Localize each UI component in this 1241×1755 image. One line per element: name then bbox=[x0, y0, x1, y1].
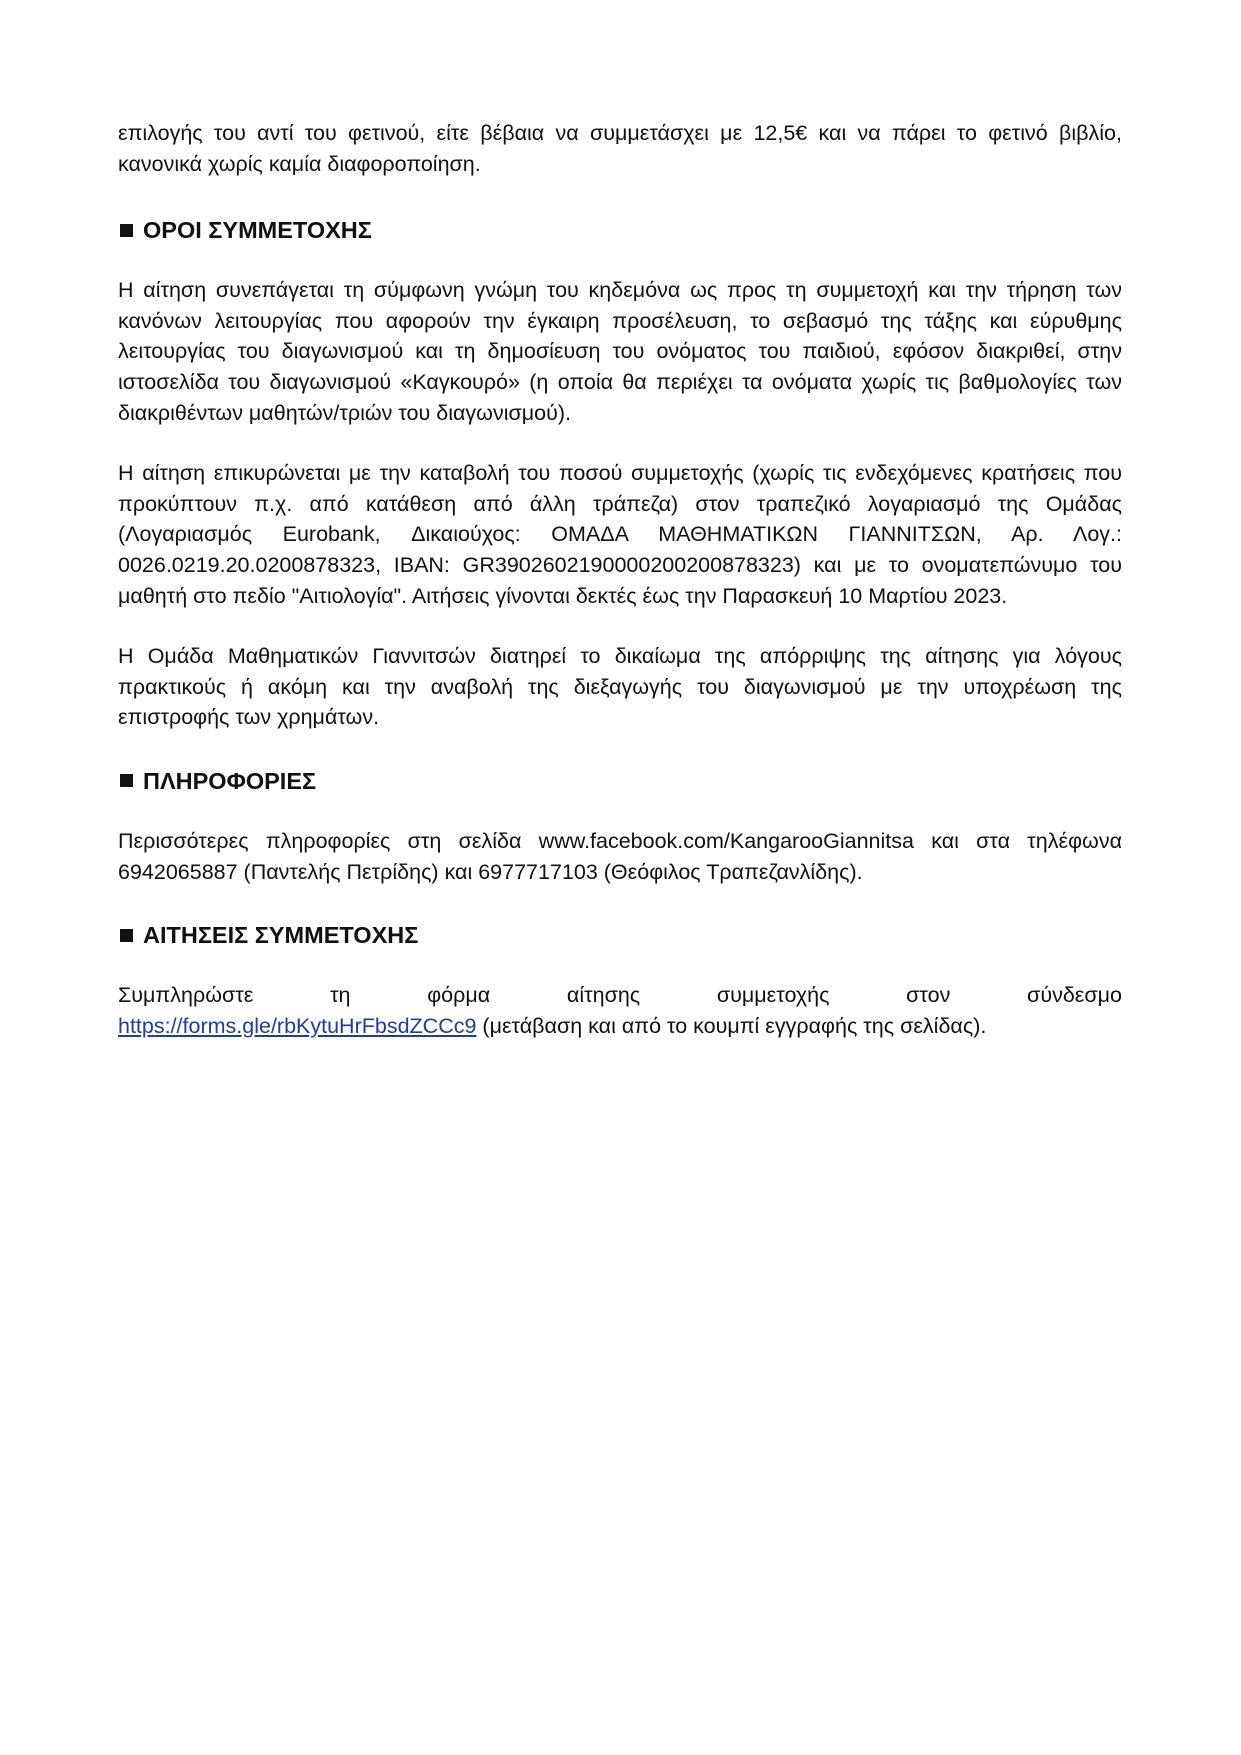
applications-word: στον bbox=[906, 983, 951, 1008]
applications-paragraph bbox=[118, 980, 1122, 1041]
square-bullet-icon bbox=[120, 929, 133, 942]
terms-paragraph-3: Η Ομάδα Μαθηματικών Γιαννιτσών διατηρεί το δικαίωμα της απόρριψης της αίτησης για λόγους πρακτικούς ή ακόμη και την αναβολή της διεξαγωγής του διαγωνισμού με την υποχρέωση της επιστροφής των χρημάτων. bbox=[118, 644, 1122, 730]
applications-word: συμμετοχής bbox=[716, 983, 830, 1008]
applications-word: τη bbox=[330, 983, 351, 1008]
form-link[interactable]: https://forms.gle/rbKytuHrFbsdZCCc9 bbox=[118, 1013, 477, 1038]
applications-word: αίτησης bbox=[566, 983, 641, 1008]
applications-heading bbox=[118, 920, 1122, 950]
applications-word: φόρμα bbox=[427, 983, 491, 1008]
info-heading-text: ΠΛΗΡΟΦΟΡΙΕΣ bbox=[143, 767, 317, 794]
info-heading bbox=[118, 766, 1122, 796]
applications-heading-text: ΑΙΤΗΣΕΙΣ ΣΥΜΜΕΤΟΧΗΣ bbox=[143, 922, 419, 949]
applications-word: σύνδεσμο bbox=[1027, 983, 1122, 1008]
terms-heading-text: ΟΡΟΙ ΣΥΜΜΕΤΟΧΗΣ bbox=[143, 217, 372, 244]
applications-word: Συμπληρώστε bbox=[118, 983, 254, 1008]
square-bullet-icon bbox=[120, 774, 133, 787]
applications-after-link: (μετάβαση και από το κουμπί εγγραφής της σελίδας). bbox=[476, 1013, 987, 1038]
applications-line-2 bbox=[118, 1011, 1122, 1042]
terms-heading bbox=[118, 215, 1122, 245]
intro-paragraph: επιλογής του αντί του φετινού, είτε βέβαια να συμμετάσχει με 12,5€ και να πάρει το φετινό βιβλίο, κανονικά χωρίς καμία διαφοροποίηση. bbox=[118, 121, 1122, 176]
applications-line-1 bbox=[118, 980, 1122, 1011]
square-bullet-icon bbox=[120, 224, 133, 237]
terms-paragraph-2: Η αίτηση επικυρώνεται με την καταβολή του ποσού συμμετοχής (χωρίς τις ενδεχόμενες κρατήσεις που προκύπτουν π.χ. από κατάθεση από άλλη τράπεζα) στον τραπεζικό λογαριασμό της Ομάδας (Λογαριασμός Eurobank, Δικαιούχος: ΟΜΑΔΑ ΜΑΘΗΜΑΤΙΚΩΝ ΓΙΑΝΝΙΤΣΩΝ, Αρ. Λογ.: 0026.0219.20.0200878323, IBAN: GR3902602190000200200878323) και με το ονοματεπώνυμο του μαθητή στο πεδίο "Αιτιολογία". Αιτήσεις γίνονται δεκτές έως την Παρασκευή 10 Μαρτίου 2023. bbox=[118, 461, 1122, 608]
info-paragraph: Περισσότερες πληροφορίες στη σελίδα www.facebook.com/KangarooGiannitsa και στα τηλέφωνα 6942065887 (Παντελής Πετρίδης) και 6977717103 (Θεόφιλος Τραπεζανλίδης). bbox=[118, 828, 1122, 884]
document-page bbox=[118, 118, 1122, 1041]
terms-paragraph-1: Η αίτηση συνεπάγεται τη σύμφωνη γνώμη του κηδεμόνα ως προς τη συμμετοχή και την τήρηση των κανόνων λειτουργίας που αφορούν την έγκαιρη προσέλευση, το σεβασμό της τάξης και εύρυθμης λειτουργίας του διαγωνισμού και τη δημοσίευση του ονόματος του παιδιού, εφόσον διακριθεί, στην ιστοσελίδα του διαγωνισμού «Καγκουρό» (η οποία θα περιέχει τα ονόματα χωρίς τις βαθμολογίες των διακριθέντων μαθητών/τριών του διαγωνισμού). bbox=[118, 278, 1122, 425]
